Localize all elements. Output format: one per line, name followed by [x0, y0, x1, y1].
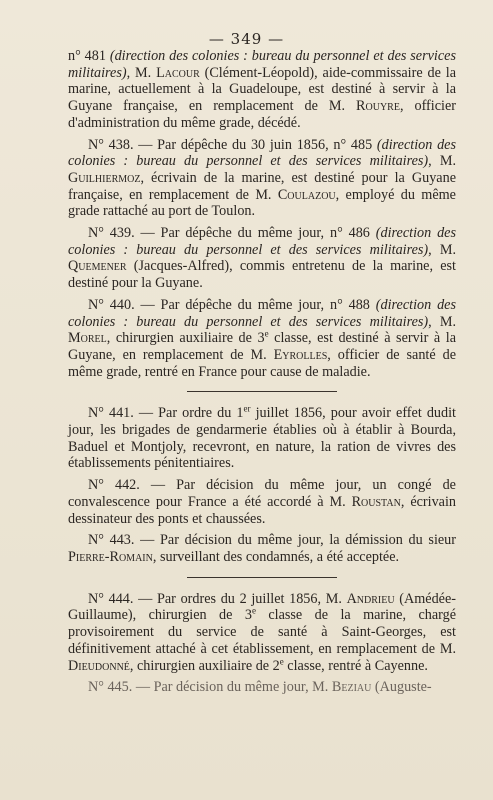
text-run: , officier d'administration du même grade, décédé. — [68, 98, 456, 131]
text-run: N° 443. — Par décision du même jour, la démission du sieur — [88, 532, 456, 549]
text-run: , chirurgien auxiliaire de 3 — [106, 330, 265, 347]
text-run: (Clément-Léopold), aide-commissaire de la marine, actuellement à la Guadeloupe, est destiné à servir à la Guyane française, en remplacement de M. — [68, 64, 456, 115]
paragraph-444 — [68, 591, 456, 675]
person-name: Pierre-Romain — [68, 548, 153, 565]
text-run: juillet 1856, pour avoir effet dudit jour, les brigades de gendarmerie établies où à établir à Bourda, Baduel et Montjoly, recevront, en nature, la ration de vivres des établissements pénitentiaires. — [68, 405, 457, 472]
text-run: , écrivain de la marine, est destiné pour la Guyane française, en remplacement de M. — [68, 169, 456, 203]
page-number: — 349 — — [208, 30, 285, 48]
text-run: N° 441. — Par ordre du 1 — [88, 405, 244, 422]
text-run: classe, est destiné à servir à la Guyane, en remplacement de M. — [68, 330, 456, 363]
section-divider — [187, 577, 337, 578]
paragraph-438 — [68, 137, 456, 221]
text-run: N° 442. — Par décision du même jour, un congé de convalescence pour France a été accordé à M. — [68, 477, 456, 510]
person-name: Rouyre — [356, 98, 400, 115]
person-name: Guilhiermoz — [68, 169, 141, 186]
text-run: , surveillant des condamnés, a été acceptée. — [152, 548, 400, 565]
text-run: , M. — [126, 64, 157, 81]
text-run: n° 481 — [68, 48, 110, 64]
text-run: N° 438. — Par dépêche du 30 juin 1856, n° 485 — [88, 136, 377, 153]
italic-run: (direction des colonies : bureau du personnel et des services militaires) — [68, 296, 456, 330]
superscript: e — [279, 655, 284, 666]
person-name: Dieudonné — [68, 657, 130, 674]
text-run: N° 439. — Par dépêche du même jour, n° 486 — [88, 225, 376, 242]
document-body — [68, 48, 456, 696]
text-run: , officier de santé de même grade, rentré en France pour cause de maladie. — [68, 346, 456, 380]
superscript: er — [243, 403, 251, 414]
paragraph-439 — [68, 225, 456, 292]
paragraph-441 — [68, 405, 456, 472]
paragraph-445 — [68, 679, 456, 696]
text-run: classe, rentré à Cayenne. — [283, 657, 428, 674]
text-run: N° 445. — Par décision du même jour, M. — [88, 679, 332, 696]
person-name: Lacour — [156, 64, 200, 81]
section-divider — [187, 391, 337, 392]
italic-run: (direction des colonies : bureau du personnel et des services militaires) — [68, 225, 456, 258]
paragraph-440 — [68, 297, 456, 381]
person-name: Andrieu — [346, 590, 395, 607]
person-name: Roustan — [351, 493, 401, 510]
person-name: Coulazou — [277, 186, 336, 203]
person-name: Eyrolles — [273, 346, 328, 363]
person-name: Quemener — [68, 258, 127, 275]
person-name: Beziau — [331, 679, 372, 696]
italic-run: (direction des colonies : bureau du personnel et des services militaires) — [68, 136, 456, 170]
text-run: , M. — [428, 241, 456, 258]
text-run: (Amédée-Guillaume), chirurgien de 3 — [68, 590, 456, 624]
text-run: , écrivain dessinateur des ponts et chaussées. — [68, 493, 457, 527]
text-run: classe de la marine, chargé provisoirement du service de santé à Saint-Georges, est définitivement attaché à cet établissement, en remplacement de M. — [68, 607, 456, 657]
paragraph-437-continuation — [68, 48, 456, 132]
superscript: e — [264, 328, 269, 339]
text-run: , M. — [428, 313, 456, 330]
superscript: e — [251, 605, 256, 616]
text-run: N° 440. — Par dépêche du même jour, n° 488 — [88, 296, 376, 313]
paragraph-443 — [68, 532, 456, 565]
text-run: (Jacques-Alfred), commis entretenu de la marine, est destiné pour la Guyane. — [68, 258, 456, 292]
text-run: , employé du même grade rattaché au port de Toulon. — [68, 186, 456, 220]
italic-run: (direction des colonies : bureau du personnel et des services militaires) — [68, 48, 456, 81]
paragraph-442 — [68, 477, 456, 527]
text-run: (Auguste- — [371, 679, 432, 696]
text-run: N° 444. — Par ordres du 2 juillet 1856, M. — [88, 590, 347, 607]
text-run: , chirurgien auxiliaire de 2 — [129, 657, 280, 674]
text-run: , M. — [428, 153, 456, 170]
person-name: Morel — [68, 330, 107, 347]
